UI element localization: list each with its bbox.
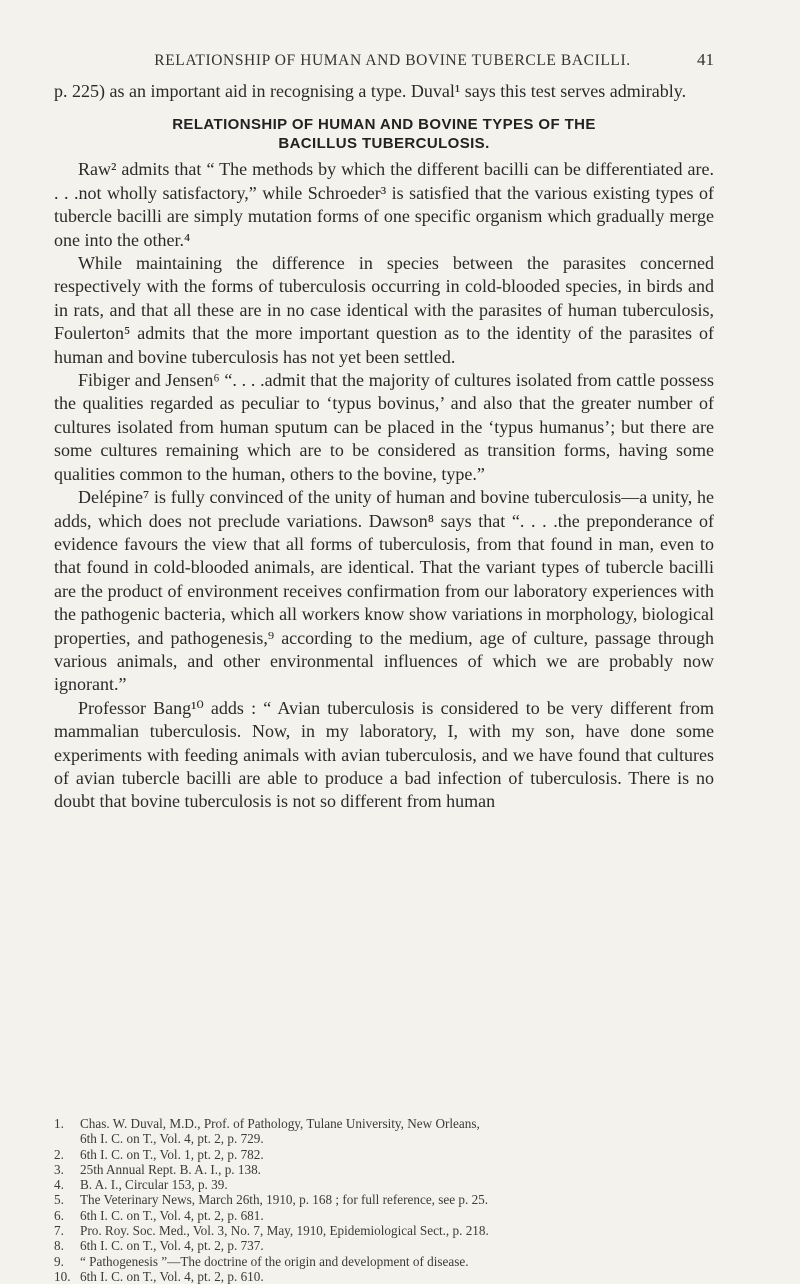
footnote-number: 7. — [54, 1223, 64, 1239]
footnote-text: “ Pathogenesis ”—The doctrine of the origin and development of disease. — [80, 1253, 469, 1269]
page-number: 41 — [697, 50, 714, 69]
running-head: RELATIONSHIP OF HUMAN AND BOVINE TUBERCLE BACILLI. — [154, 52, 631, 69]
footnote — [54, 1116, 744, 1147]
paragraph-bang: Professor Bang¹⁰ adds : “ Avian tuberculosis is considered to be very different from mammalian tuberculosis. Now, in my laboratory, I, with my son, have done some experiments with feeding animals with avian tuberculosis, and we have found that cultures of avian tubercle bacilli are able to produce a bad infection of tuberculosis. There is no doubt that bovine tuberculosis is not so different from human — [54, 697, 714, 812]
footnote-number: 9. — [54, 1253, 64, 1269]
footnote — [54, 1147, 744, 1162]
footnote-text — [80, 1116, 744, 1147]
footnote — [54, 1223, 744, 1238]
body-text — [54, 80, 714, 814]
footnote — [54, 1208, 744, 1223]
footnote-number: 10. — [54, 1268, 71, 1284]
footnote — [54, 1162, 744, 1177]
footnote-number: 6. — [54, 1207, 64, 1223]
footnote-text: The Veterinary News, March 26th, 1910, p. 168 ; for full reference, see p. 25. — [80, 1192, 489, 1208]
footnote-line: Chas. W. Duval, M.D., Prof. of Pathology, Tulane University, New Orleans, — [80, 1116, 480, 1131]
section-heading — [54, 115, 714, 153]
footnote-number: 5. — [54, 1192, 64, 1208]
footnote — [54, 1177, 744, 1192]
footnote — [54, 1238, 744, 1253]
footnote-text: 25th Annual Rept. B. A. I., p. 138. — [80, 1161, 261, 1177]
footnote-text: 6th I. C. on T., Vol. 4, pt. 2, p. 610. — [80, 1268, 264, 1284]
footnote-text: B. A. I., Circular 153, p. 39. — [80, 1177, 228, 1193]
footnote — [54, 1269, 744, 1284]
footnote-number: 3. — [54, 1161, 64, 1177]
footnote-number: 8. — [54, 1238, 64, 1254]
paragraph-raw: Raw² admits that “ The methods by which the different bacilli can be differentiated are. . . .not wholly satisfactory,” while Schroeder³ is satisfied that the various existing types of tubercle bacilli are simply mutation forms of one specific organism which gradually merge one into the other.⁴ — [54, 159, 714, 250]
footnote-text: Pro. Roy. Soc. Med., Vol. 3, No. 7, May, 1910, Epidemiological Sect., p. 218. — [80, 1223, 489, 1239]
section-heading-line-1: RELATIONSHIP OF HUMAN AND BOVINE TYPES OF THE — [172, 116, 596, 134]
footnote-text: 6th I. C. on T., Vol. 4, pt. 2, p. 681. — [80, 1207, 264, 1223]
footnote-number: 2. — [54, 1146, 64, 1162]
intro-paragraph: p. 225) as an important aid in recognising a type. Duval¹ says this test serves admirably. — [54, 81, 687, 101]
footnote — [54, 1192, 744, 1207]
footnote-number: 4. — [54, 1177, 64, 1193]
paragraph-delepine-dawson: Delépine⁷ is fully convinced of the unity of human and bovine tuberculosis—a unity, he adds, which does not preclude variations. Dawson⁸ says that “. . . .the preponderance of evidence favours the view that all forms of tuberculosis, from that found in man, even to that found in cold-blooded animals, are identical. That the variant types of tubercle bacilli are the product of environment receives confirmation from our laboratory experiences with the pathogenic bacteria, which all workers know show variations in morphology, biological properties, and pathogenesis,⁹ according to the medium, age of culture, passage through various animals, and other environmental influences of which we are probably now ignorant.” — [54, 487, 714, 695]
paragraph-foulerton: While maintaining the difference in species between the parasites concerned respectively with the forms of tuberculosis occurring in cold-blooded species, in birds and in rats, and that all these are in no case identical with the parasites of human tuberculosis, Foulerton⁵ admits that the more important question as to the identity of the parasites of human and bovine tuberculosis has not yet been settled. — [54, 253, 714, 367]
section-heading-line-2: BACILLUS TUBERCULOSIS. — [278, 135, 490, 153]
footnote-line: 6th I. C. on T., Vol. 4, pt. 2, p. 729. — [80, 1131, 264, 1147]
footnote-number: 1. — [54, 1116, 64, 1131]
footnote — [54, 1254, 744, 1269]
footnote-text: 6th I. C. on T., Vol. 4, pt. 2, p. 737. — [80, 1238, 264, 1254]
footnotes — [54, 1116, 744, 1284]
page-header — [88, 50, 714, 70]
footnote-text: 6th I. C. on T., Vol. 1, pt. 2, p. 782. — [80, 1146, 264, 1162]
paragraph-fibiger-jensen: Fibiger and Jensen⁶ “. . . .admit that the majority of cultures isolated from cattle possess the qualities regarded as peculiar to ‘typus bovinus,’ and also that the greater number of cultures isolated from human sputum can be placed in the ‘typus humanus’; but there are some cultures remaining which are to be considered as transition forms, having some qualities common to the human, others to the bovine, type.” — [54, 370, 714, 484]
